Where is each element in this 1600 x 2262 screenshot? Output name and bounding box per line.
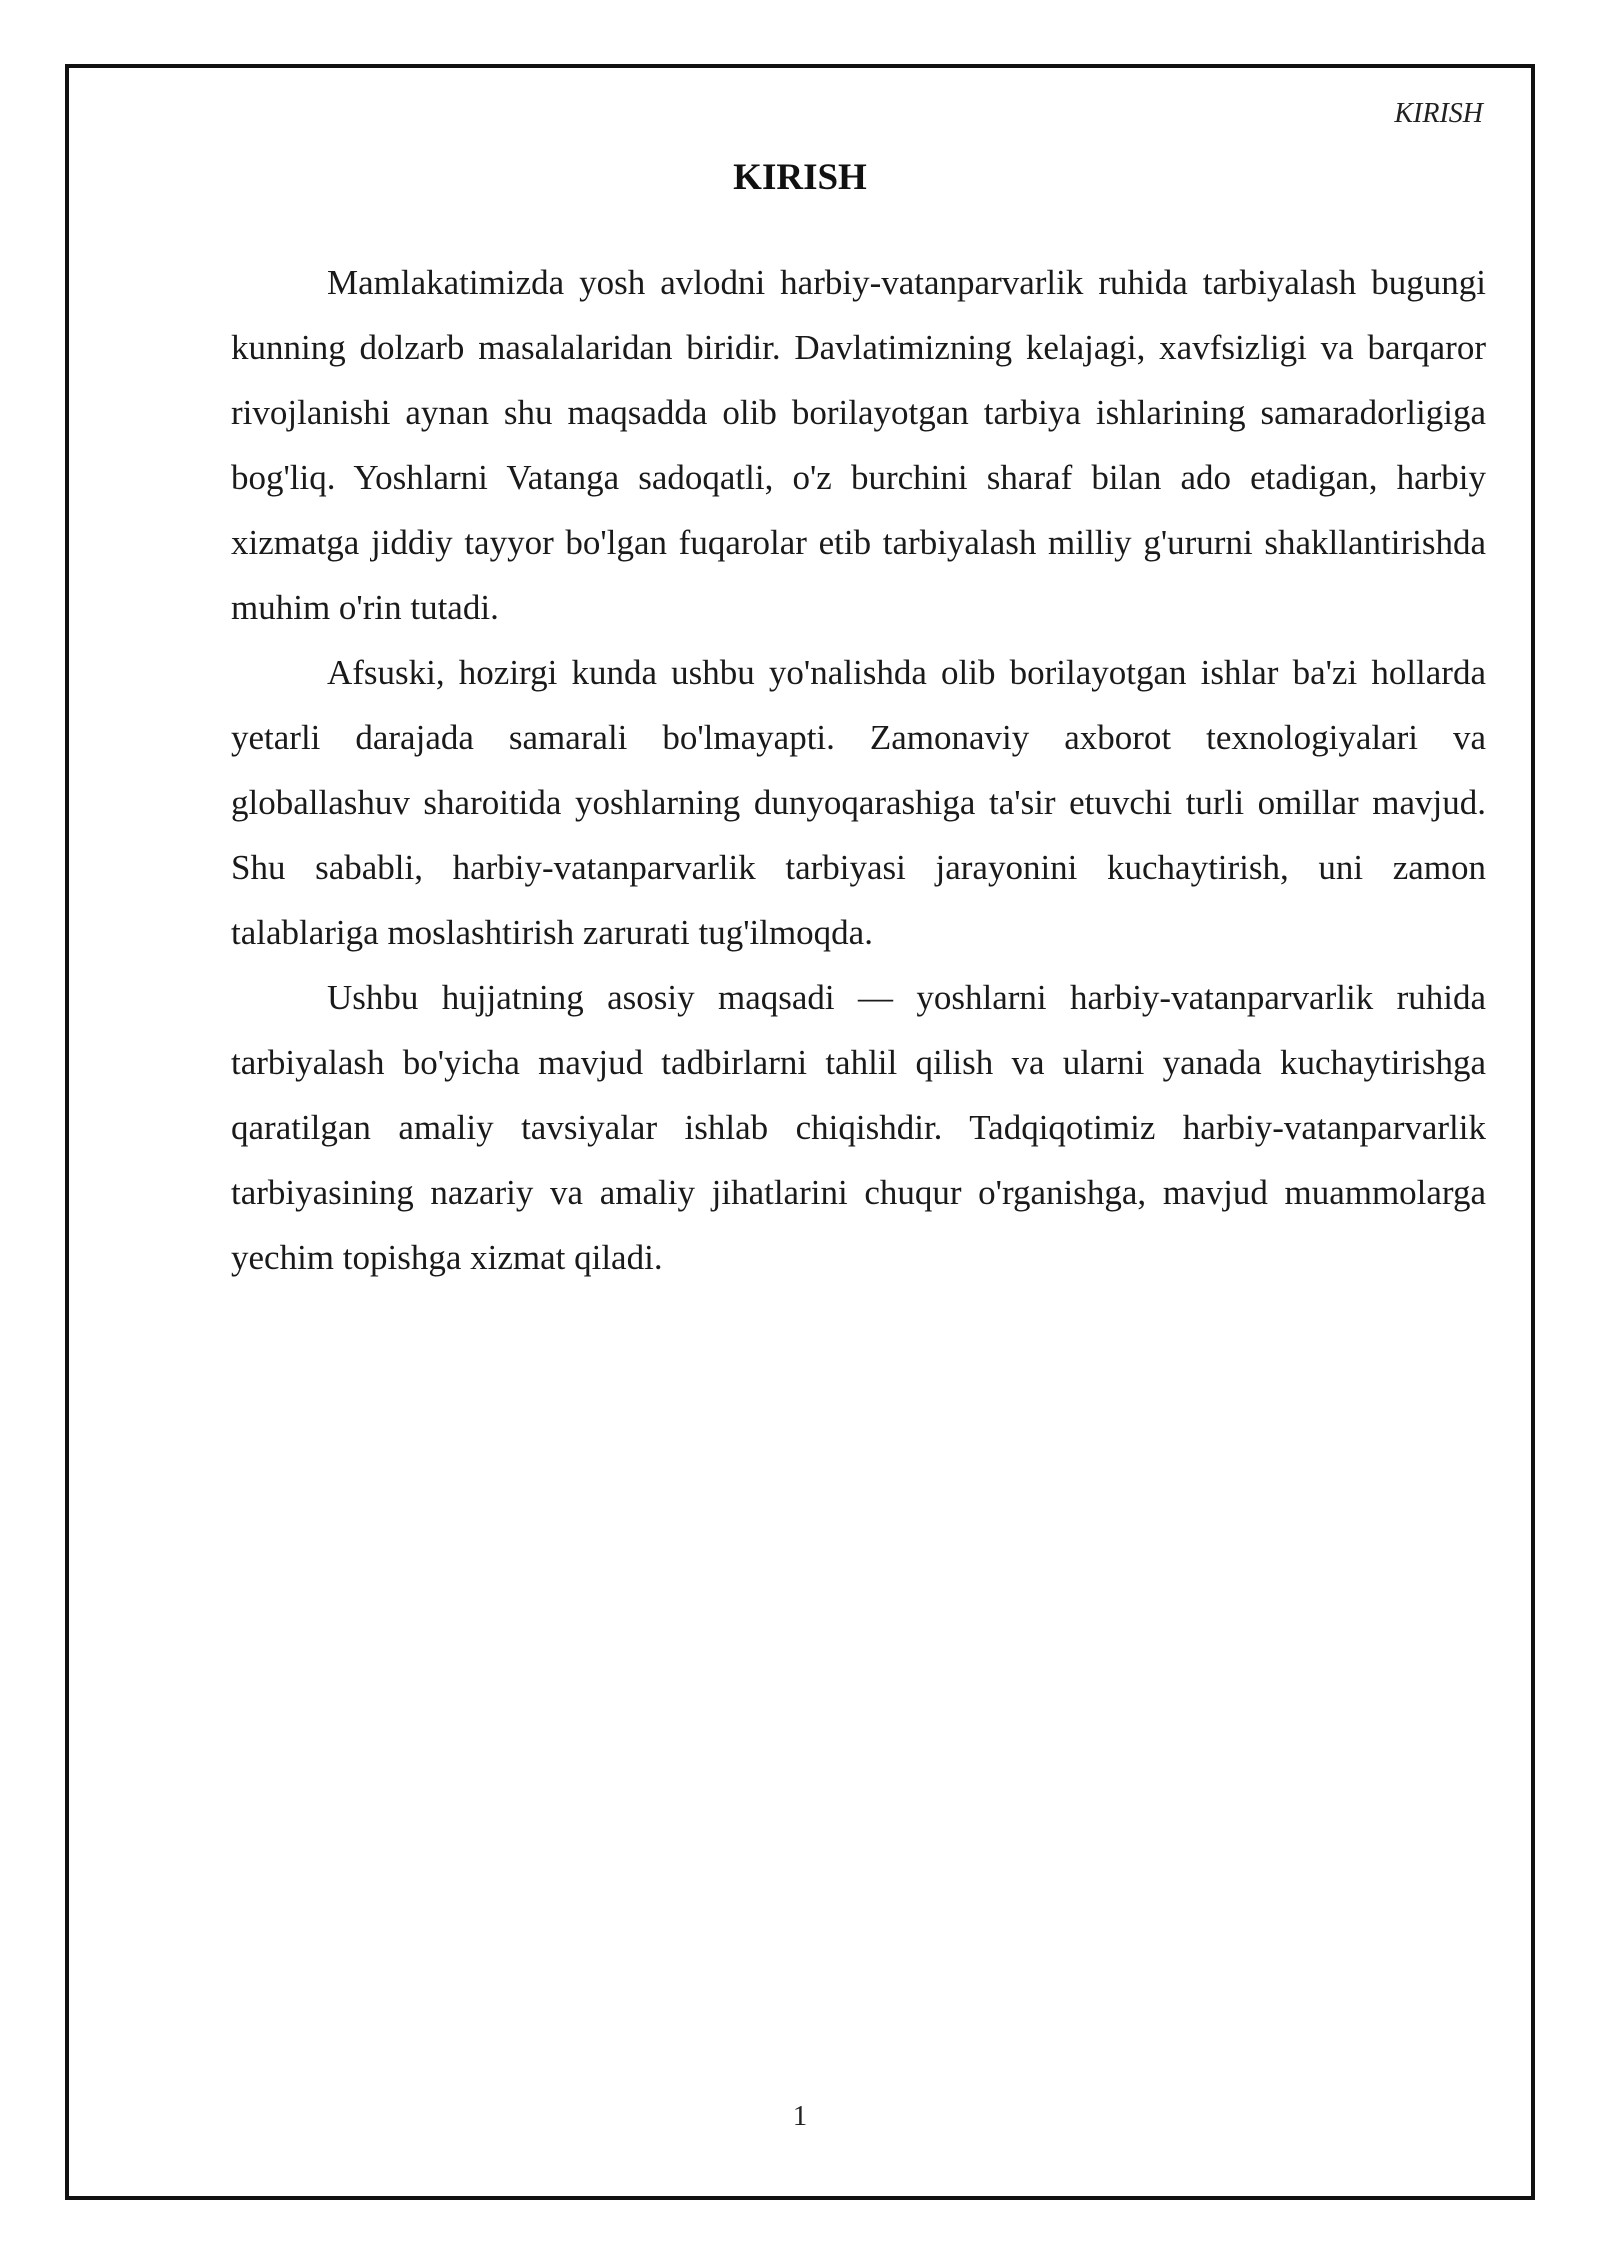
- paragraph-1: Mamlakatimizda yosh avlodni harbiy-vatanparvarlik ruhida tarbiyalash bugungi kunning dolzarb masalalaridan biridir. Davlatimizning kelajagi, xavfsizligi va barqaror rivojlanishi aynan shu maqsadda olib borilayotgan tarbiya ishlarining samaradorligiga bog'liq. Yoshlarni Vatanga sadoqatli, o'z burchini sharaf bilan ado etadigan, harbiy xizmatga jiddiy tayyor bo'lgan fuqarolar etib tarbiyalash milliy g'ururni shakllantirishda muhim o'rin tutadi.: [231, 263, 1486, 627]
- page-number: 1: [792, 2100, 808, 2132]
- paragraph-2: Afsuski, hozirgi kunda ushbu yo'nalishda olib borilayotgan ishlar ba'zi hollarda yetarli darajada samarali bo'lmayapti. Zamonaviy axborot texnologiyalari va globallashuv sharoitida yoshlarning dunyoqarashiga ta'sir etuvchi turli omillar mavjud. Shu sababli, harbiy-vatanparvarlik tarbiyasi jarayonini kuchaytirish, uni zamon talablariga moslashtirish zarurati tug'ilmoqda.: [231, 653, 1486, 952]
- page-border: [65, 64, 1535, 2200]
- page-title: KIRISH: [733, 157, 867, 198]
- document-body: [231, 250, 1486, 1290]
- paragraph-3: Ushbu hujjatning asosiy maqsadi — yoshlarni harbiy-vatanparvarlik ruhida tarbiyalash bo'yicha mavjud tadbirlarni tahlil qilish va ularni yanada kuchaytirishga qaratilgan amaliy tavsiyalar ishlab chiqishdir. Tadqiqotimiz harbiy-vatanparvarlik tarbiyasining nazariy va amaliy jihatlarini chuqur o'rganishga, mavjud muammolarga yechim topishga xizmat qiladi.: [231, 978, 1486, 1277]
- running-header: KIRISH: [1394, 98, 1483, 129]
